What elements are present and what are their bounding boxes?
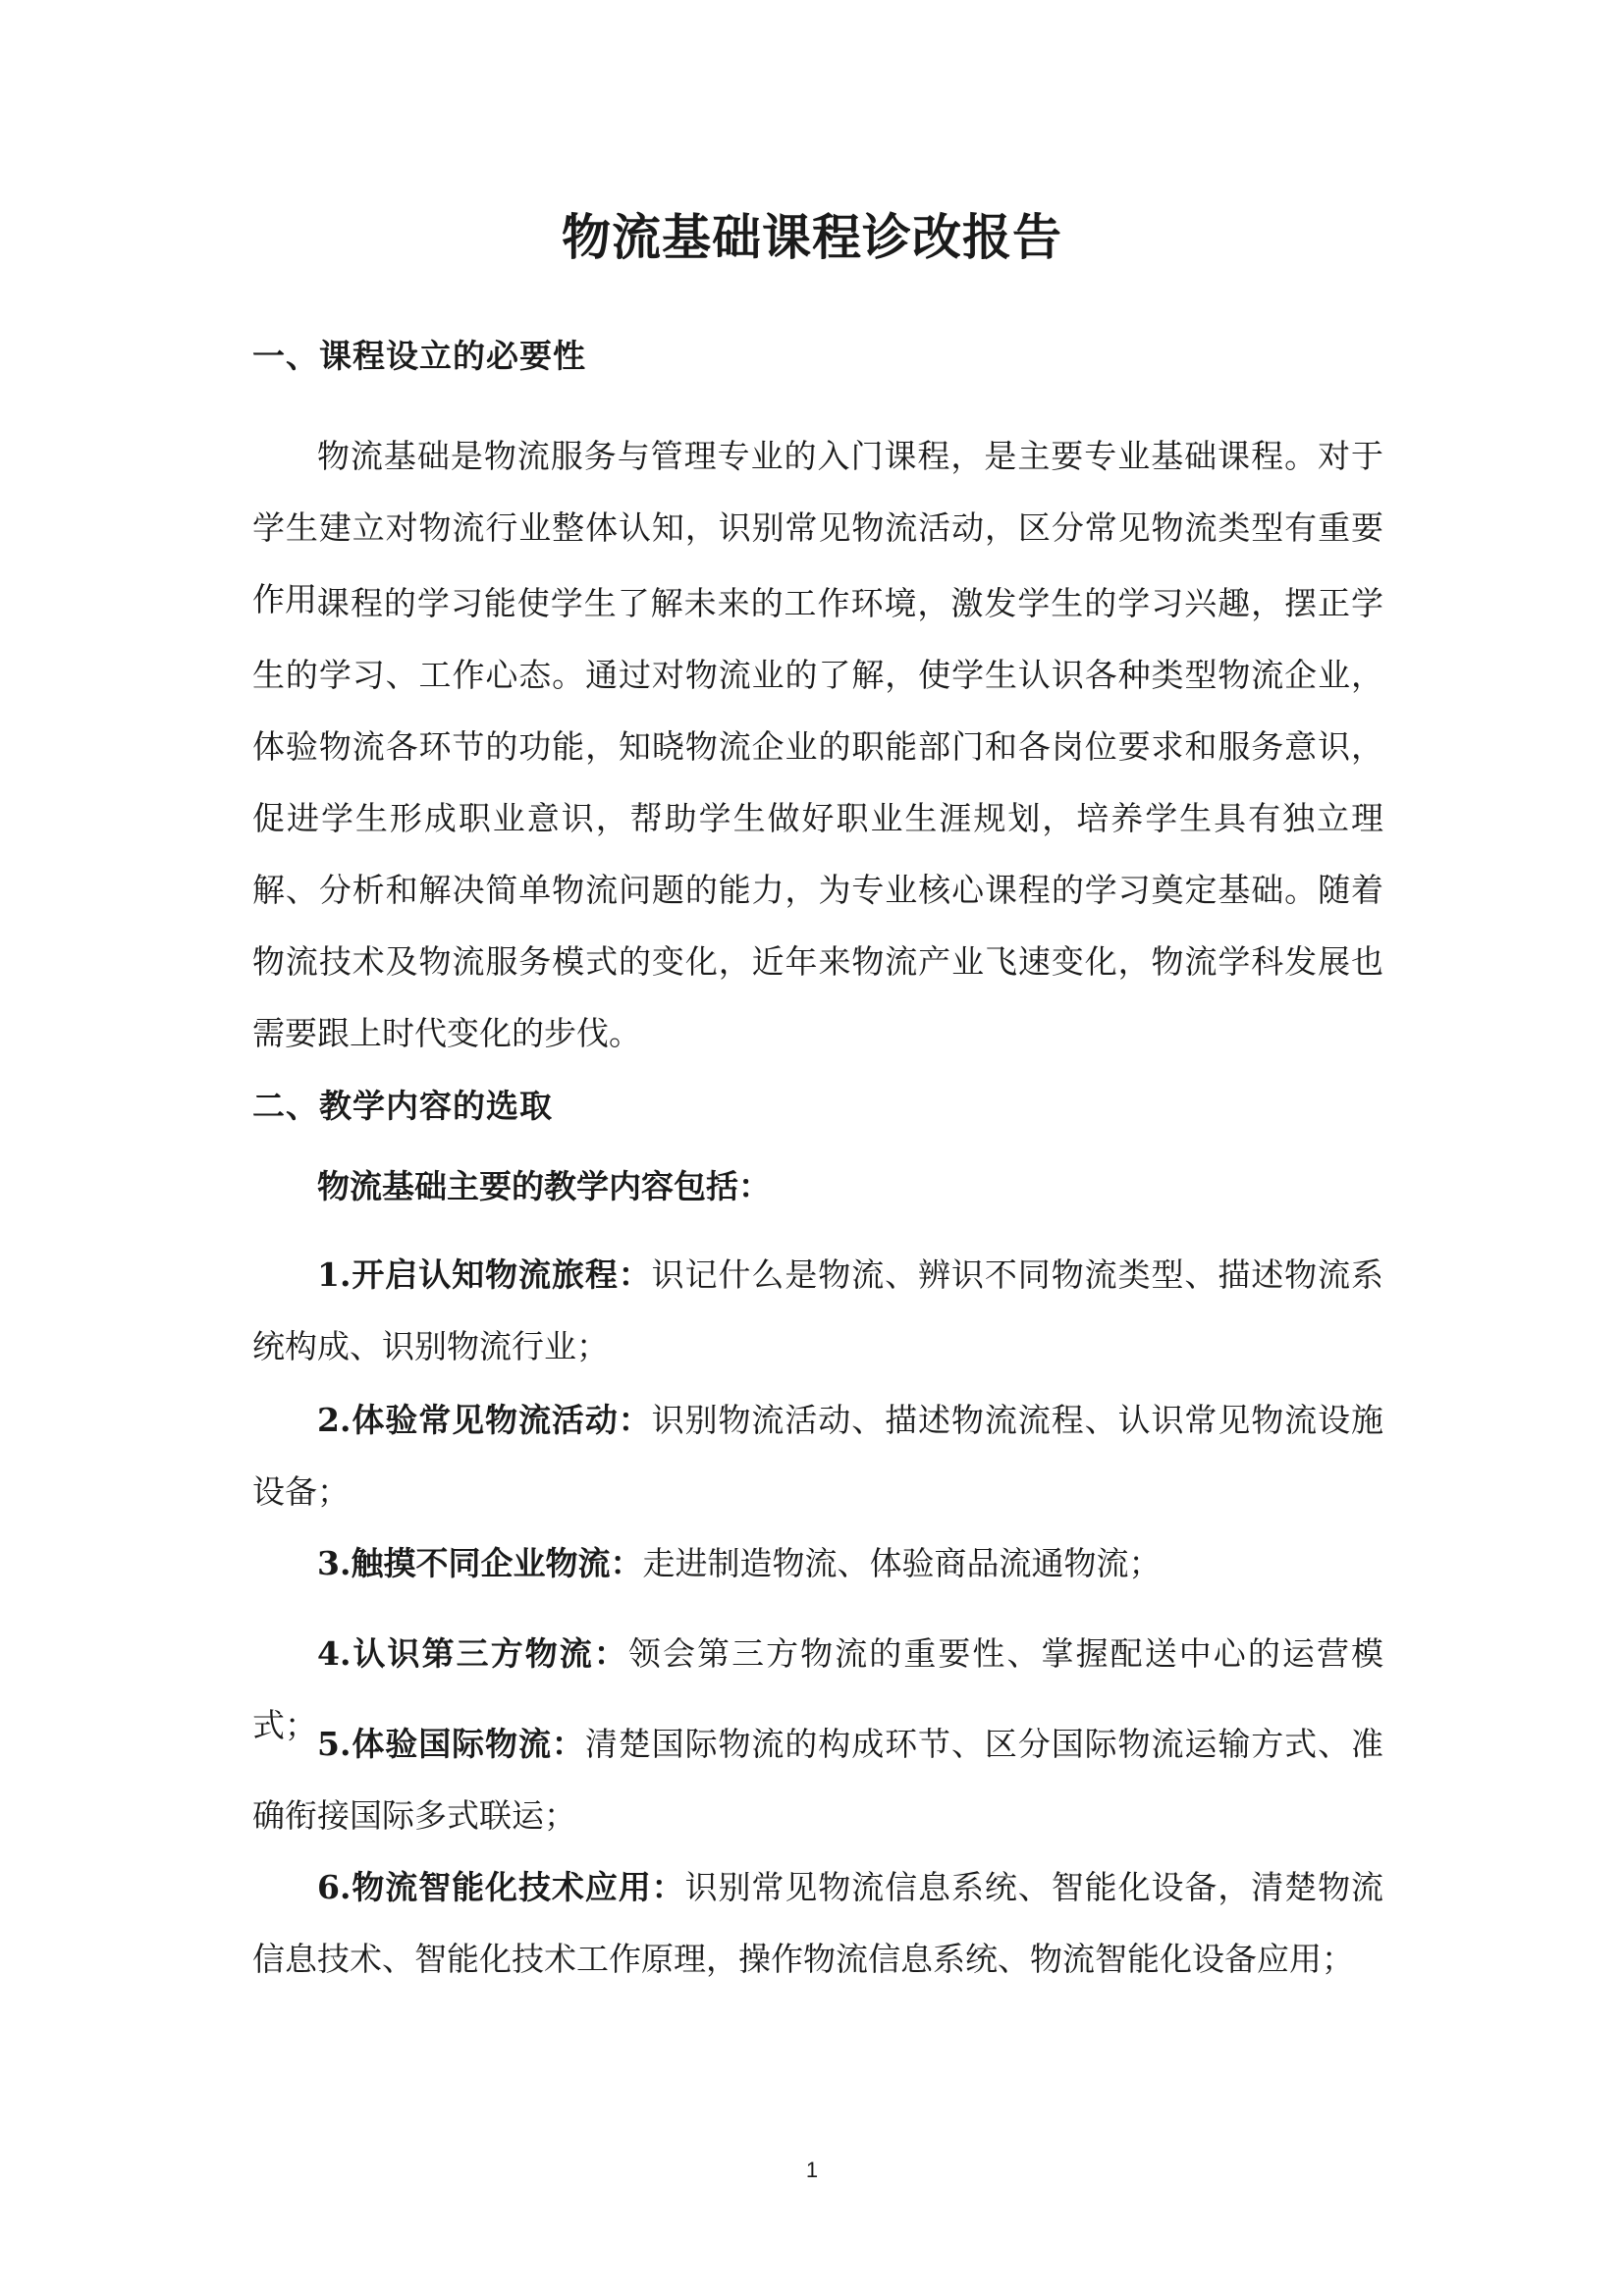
content-item-label: 5.体验国际物流： bbox=[317, 1725, 585, 1763]
section2-intro: 物流基础主要的教学内容包括： bbox=[317, 1167, 771, 1205]
content-item-5 bbox=[252, 1708, 1383, 1851]
content-item-label: 6.物流智能化技术应用： bbox=[317, 1868, 685, 1906]
section2-heading: 二、教学内容的选取 bbox=[252, 1087, 553, 1125]
content-item-text: 清楚国际物流的构成环节、区分国际物流运输方式、准确衔接国际多式联运； bbox=[252, 1725, 1384, 1835]
content-item-text: 识记什么是物流、辨识不同物流类型、描述物流系统构成、识别物流行业； bbox=[252, 1255, 1384, 1365]
content-item-6 bbox=[252, 1851, 1383, 1995]
content-item-label: 1.开启认知物流旅程： bbox=[317, 1255, 652, 1294]
content-item-3 bbox=[252, 1527, 1383, 1599]
content-item-text: 识别物流活动、描述物流流程、认识常见物流设施设备； bbox=[252, 1401, 1384, 1511]
content-item-text: 识别常见物流信息系统、智能化设备，清楚物流信息技术、智能化技术工作原理，操作物流信息系统、物流智能化设备应用； bbox=[252, 1868, 1384, 1978]
page-number: 1 bbox=[805, 2158, 819, 2182]
content-item-text: 走进制造物流、体验商品流通物流； bbox=[642, 1544, 1162, 1582]
section1-paragraph1: 物流基础是物流服务与管理专业的入门课程，是主要专业基础课程。对于学生建立对物流行业整体认知，识别常见物流活动，区分常见物流类型有重要作用。 bbox=[252, 437, 1383, 618]
content-item-label: 3.触摸不同企业物流： bbox=[317, 1544, 643, 1582]
document-title: 物流基础课程诊改报告 bbox=[562, 208, 1062, 266]
content-item-label: 4.认识第三方物流： bbox=[317, 1634, 628, 1673]
content-item-text: 领会第三方物流的重要性、掌握配送中心的运营模式； bbox=[252, 1634, 1384, 1744]
section1-paragraph2: 课程的学习能使学生了解未来的工作环境，激发学生的学习兴趣，摆正学生的学习、工作心态。通过对物流业的了解，使学生认识各种类型物流企业，体验物流各环节的功能，知晓物流企业的职能部门和各岗位要求和服务意识，促进学生形成职业意识，帮助学生做好职业生涯规划，培养学生具有独立理解、分析和解决简单物流问题的能力，为专业核心课程的学习奠定基础。随着物流技术及物流服务模式的变化，近年来物流产业飞速变化，物流学科发展也需要跟上时代变化的步伐。 bbox=[252, 584, 1383, 1052]
section1-heading: 一、课程设立的必要性 bbox=[252, 337, 586, 375]
content-item-2 bbox=[252, 1384, 1383, 1527]
content-item-1 bbox=[252, 1239, 1383, 1382]
content-item-label: 2.体验常见物流活动： bbox=[317, 1401, 652, 1439]
